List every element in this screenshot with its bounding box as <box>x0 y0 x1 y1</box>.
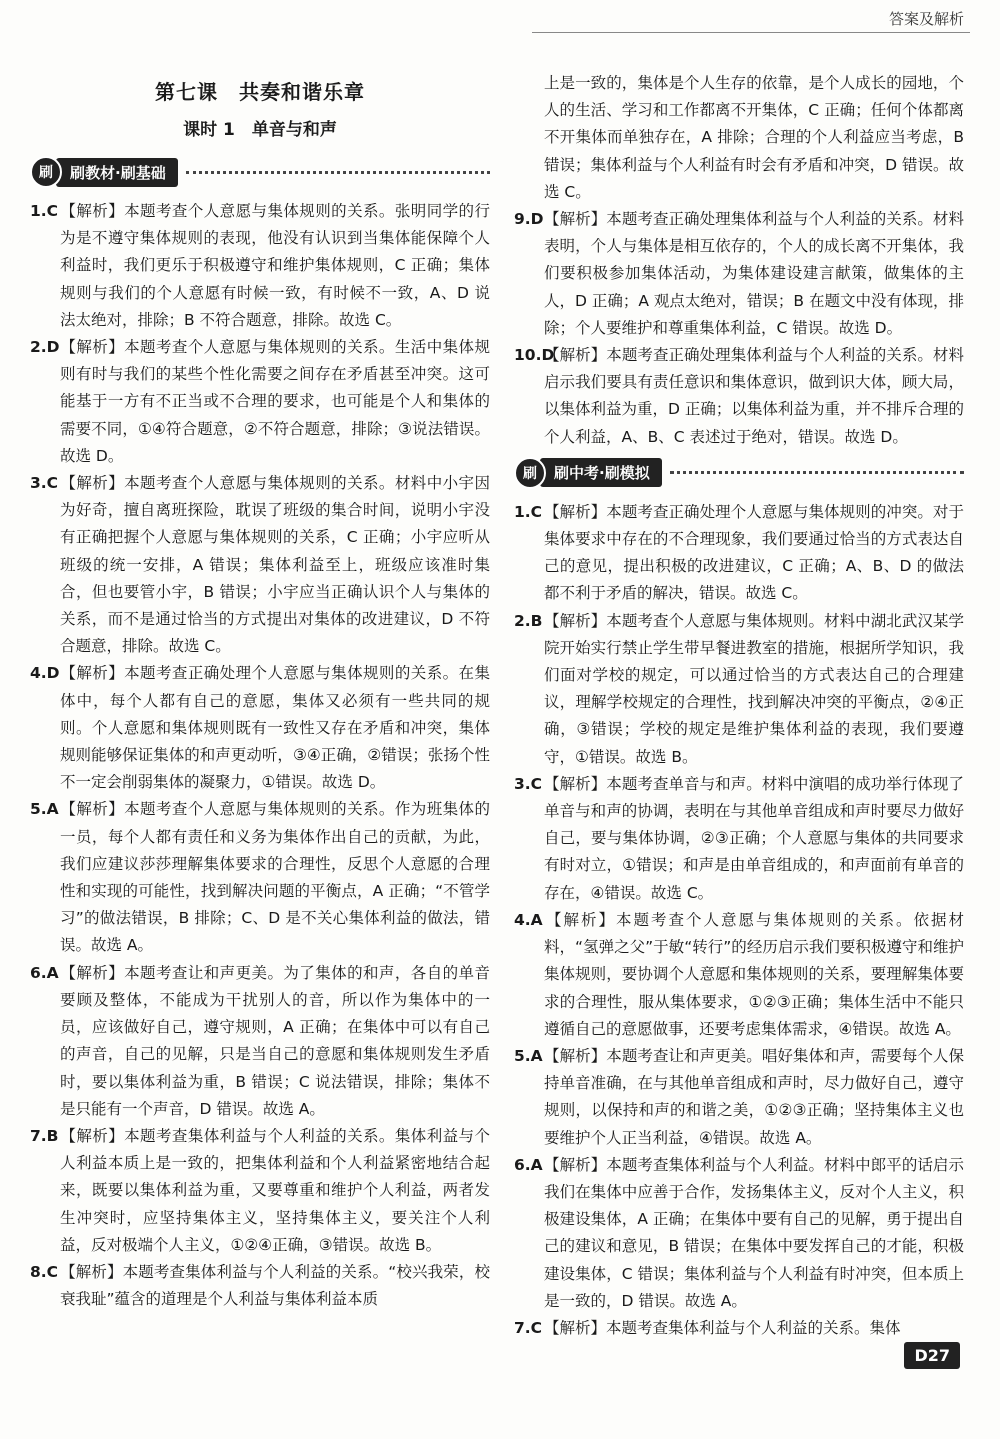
section-badge-basic <box>30 156 490 188</box>
answer-item <box>514 342 964 451</box>
question-number: 7.B <box>30 1126 59 1145</box>
answer-item <box>30 660 490 796</box>
dotted-divider <box>670 471 964 474</box>
question-number: 9.D <box>514 210 544 229</box>
page-number: D27 <box>904 1342 960 1369</box>
answer-text: 【解析】本题考查个人意愿与集体规则的关系。张明同学的行为是不遵守集体规则的表现，他没有认识到当集体能保障个人利益时，我们更乐于积极遵守和维护集体规则，C 正确；集体规则与我们的个人意愿有时候一致，有时候不一致，A、D 说法太绝对，排除；B 不符合题意，排除。故选 C。 <box>60 202 490 329</box>
brush-icon: 刷 <box>30 156 62 188</box>
answer-item <box>514 206 964 342</box>
answer-list-basic <box>30 198 490 1313</box>
question-number: 1.C <box>514 502 543 521</box>
answer-text: 【解析】本题考查正确处理个人意愿与集体规则的冲突。对于集体要求中存在的不合理现象，我们要通过恰当的方式表达自己的意见，提出积极的改进建议，C 正确；A、B、D 的做法都不利于矛盾的解决，错误。故选 C。 <box>544 502 964 603</box>
answer-text: 【解析】本题考查单音与和声。材料中演唱的成功举行体现了单音与和声的协调，表明在与其他单音组成和声时要尽力做好自己，要与集体协调，②③正确；个人意愿与集体的共同要求有时对立，①错误；和声是由单音组成的，和声面前有单音的存在，④错误。故选 C。 <box>544 774 964 902</box>
question-number: 6.A <box>30 963 59 982</box>
answer-text: 【解析】本题考查集体利益与个人利益的关系。“校兴我荣，校衰我耻”蕴含的道理是个人利益与集体利益本质 <box>60 1262 490 1309</box>
answer-item <box>514 1152 964 1315</box>
answer-item <box>30 796 490 959</box>
answer-text: 【解析】本题考查集体利益与个人利益的关系。集体利益与个人利益本质上是一致的，把集体利益和个人利益紧密地结合起来，既要以集体利益为重，又要尊重和维护个人利益，两者发生冲突时，应坚持集体主义，坚持集体主义，要关注个人利益，反对极端个人主义，①②④正确，③错误。故选 B。 <box>60 1126 490 1254</box>
right-column <box>514 70 964 1342</box>
answer-text: 【解析】本题考查正确处理集体利益与个人利益的关系。材料启示我们要具有责任意识和集体意识，做到识大体，顾大局，以集体利益为重，D 正确；以集体利益为重，并不排斥合理的个人利益，A、B、C 表述过于绝对，错误。故选 D。 <box>544 346 964 446</box>
answer-item <box>514 608 964 771</box>
answer-item <box>30 1259 490 1313</box>
answer-text: 【解析】本题考查让和声更美。为了集体的和声，各自的单音要顾及整体，不能成为干扰别人的音，所以作为集体中的一员，应该做好自己，遵守规则，A 正确；在集体中可以有自己的声音，自己的见解，只是当自己的意愿和集体规则发生矛盾时，要以集体利益为重，B 错误；C 说法错误，排除；集体不是只能有一个声音，D 错误。故选 A。 <box>60 963 490 1118</box>
question-number: 2.D <box>30 338 60 357</box>
question-number: 3.C <box>514 774 543 793</box>
answer-text: 【解析】本题考查个人意愿与集体规则的关系。依据材料，“氢弹之父”于敏“转行”的经历启示我们要积极遵守和维护集体规则，要协调个人意愿和集体规则的关系，要理解集体要求的合理性，服从集体要求，①②③正确；集体生活中不能只遵循自己的意愿做事，还要考虑集体需求，④错误。故选 A。 <box>544 910 964 1038</box>
answer-item <box>30 470 490 660</box>
question-number: 5.A <box>514 1046 543 1065</box>
lesson-subtitle: 课时 1 单音与和声 <box>183 120 337 140</box>
answer-text: 【解析】本题考查个人意愿与集体规则的关系。作为班集体的一员，每个人都有责任和义务为集体作出自己的贡献，为此，我们应建议莎莎理解集体要求的合理性，反思个人意愿的合理性和实现的可能性，找到解决问题的平衡点，A 正确；“不管学习”的做法错误，B 排除；C、D 是不关心集体利益的做法，错误。故选 A。 <box>60 800 490 955</box>
answer-list-exam <box>514 499 964 1342</box>
dotted-divider <box>186 171 490 174</box>
question-number: 4.D <box>30 664 60 683</box>
question-number: 6.A <box>514 1155 543 1174</box>
question-number: 1.C <box>30 202 59 220</box>
question-number: 10.D <box>514 346 555 365</box>
answer-item <box>514 1043 964 1152</box>
answer-item <box>30 960 490 1123</box>
lesson-title: 第七课 共奏和谐乐章 <box>155 80 365 104</box>
question-number: 2.B <box>514 611 543 630</box>
answer-text: 【解析】本题考查个人意愿与集体规则的关系。生活中集体规则有时与我们的某些个性化需要之间存在矛盾甚至冲突。这可能基于一方有不正当或不合理的要求，也可能是个人和集体的需要不同，①④符合题意，②不符合题意，排除；③说法错误。故选 D。 <box>60 338 490 465</box>
answer-item <box>514 771 964 907</box>
question-number: 3.C <box>30 474 59 493</box>
answer-text: 【解析】本题考查集体利益与个人利益。材料中郎平的话启示我们在集体中应善于合作，发扬集体主义，反对个人主义，积极建设集体，A 正确；在集体中要有自己的见解，勇于提出自己的建议和意见，B 错误；在集体中要发挥自己的才能，积极建设集体，C 错误；集体利益与个人利益有时冲突，但本质上是一致的，D 错误。故选 A。 <box>544 1155 964 1310</box>
section-label: 刷中考·刷模拟 <box>540 458 662 487</box>
header-label: 答案及解析 <box>888 10 964 28</box>
section-label: 刷教材·刷基础 <box>56 158 178 187</box>
answer-text: 【解析】本题考查正确处理集体利益与个人利益的关系。材料表明，个人与集体是相互依存的，个人的成长离不开集体，我们要积极参加集体活动，为集体建设建言献策，做集体的主人，D 正确；A 观点太绝对，错误；B 在题文中没有体现，排除；个人要维护和尊重集体利益，C 错误。故选 D。 <box>544 210 964 337</box>
answer-item <box>30 1123 490 1259</box>
answer-item <box>514 499 964 608</box>
question-number: 7.C <box>514 1318 543 1337</box>
answer-text: 【解析】本题考查个人意愿与集体规则。材料中湖北武汉某学院开始实行禁止学生带早餐进教室的措施，根据所学知识，我们面对学校的规定，可以通过恰当的方式表达自己的合理建议，理解学校规定的合理性，找到解决冲突的平衡点，②④正确，③错误；学校的规定是维护集体利益的表现，我们要遵守，①错误。故选 B。 <box>544 611 964 766</box>
answer-text: 【解析】本题考查正确处理个人意愿与集体规则的关系。在集体中，每个人都有自己的意愿，集体又必须有一些共同的规则。个人意愿和集体规则既有一致性又存在矛盾和冲突，集体规则能够保证集体的和声更动听，③④正确，②错误；张扬个性不一定会削弱集体的凝聚力，①错误。故选 D。 <box>60 664 490 792</box>
answer-item <box>514 1315 964 1342</box>
section-badge-exam <box>514 457 964 489</box>
question-number: 4.A <box>514 910 543 929</box>
left-column <box>30 70 490 1313</box>
answer-continuation: 上是一致的，集体是个人生存的依靠，是个人成长的园地，个人的生活、学习和工作都离不开集体，C 正确；任何个体都离不开集体而单独存在，A 排除；合理的个人利益应当考虑，B 错误；集体利益与个人利益有时会有矛盾和冲突，D 错误。故选 C。 <box>544 74 964 201</box>
answer-item <box>30 334 490 470</box>
brush-icon: 刷 <box>514 457 546 489</box>
answer-item <box>514 907 964 1043</box>
answer-text: 【解析】本题考查让和声更美。唱好集体和声，需要每个人保持单音准确，在与其他单音组成和声时，尽力做好自己，遵守规则，以保持和声的和谐之美，①②③正确；坚持集体主义也要维护个人正当利益，④错误。故选 A。 <box>544 1046 964 1147</box>
answer-text: 【解析】本题考查集体利益与个人利益的关系。集体 <box>544 1318 901 1337</box>
answer-item <box>30 198 490 334</box>
answer-text: 【解析】本题考查个人意愿与集体规则的关系。材料中小宇因为好奇，擅自离班探险，耽误了班级的集合时间，说明小宇没有正确把握个人意愿与集体规则的关系，C 正确；小宇应听从班级的统一安排，A 错误；集体利益至上，班级应该准时集合，但也要管小宇，B 错误；小宇应当正确认识个人与集体的关系，而不是通过恰当的方式提出对集体的改进建议，D 不符合题意，排除。故选 C。 <box>60 474 491 656</box>
question-number: 8.C <box>30 1262 59 1281</box>
question-number: 5.A <box>30 800 59 819</box>
header-rule <box>532 32 970 33</box>
